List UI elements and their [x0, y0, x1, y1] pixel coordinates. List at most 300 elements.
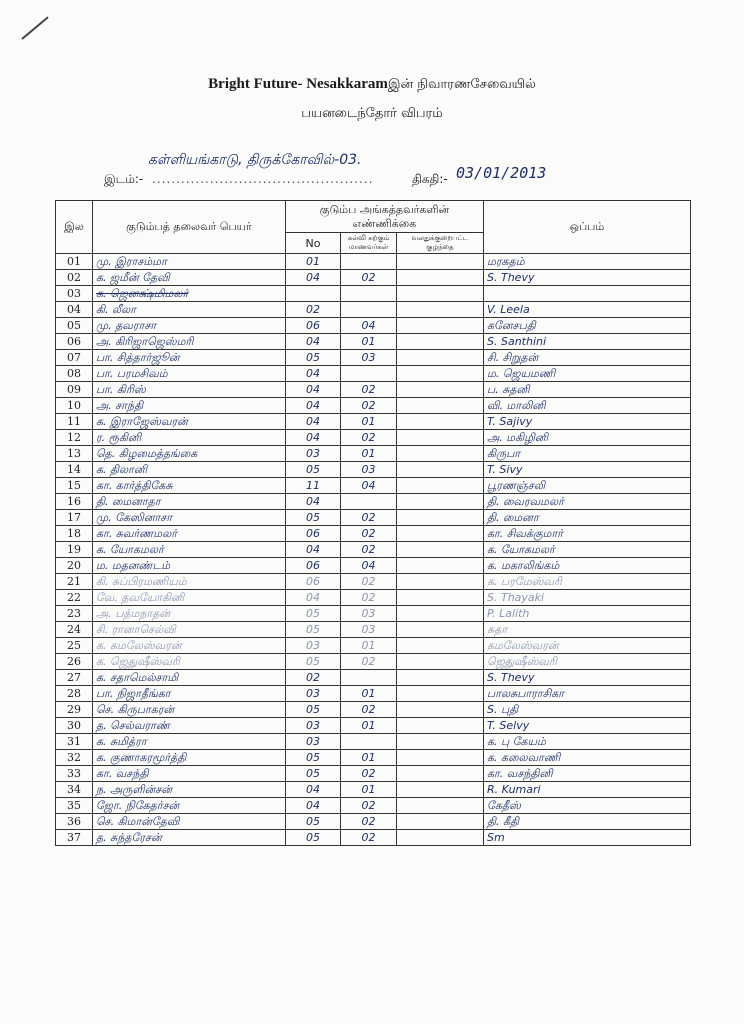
row-member-count	[286, 542, 341, 558]
row-serial-text: 22	[67, 590, 81, 604]
row-signature-text: வி. மாலினி	[487, 398, 546, 412]
row-member-count-text: 06	[306, 558, 320, 572]
row-student-count	[341, 494, 397, 510]
row-signature	[484, 670, 691, 686]
row-serial	[56, 782, 93, 798]
row-student-count-text: 02	[361, 542, 376, 556]
row-disabled-count	[397, 670, 484, 686]
row-signature-text: S. புதி	[487, 702, 519, 716]
table-row	[56, 686, 691, 702]
row-head-name-text: அ. பத்மநாதன்	[96, 606, 171, 620]
row-serial-text: 06	[67, 334, 81, 348]
table-row	[56, 430, 691, 446]
row-serial	[56, 622, 93, 638]
row-signature-text: V. Leela	[487, 302, 530, 316]
row-student-count	[341, 446, 397, 462]
row-head-name-text: க. ஜெதுஷீஸ்வரி	[96, 654, 180, 668]
table-row	[56, 558, 691, 574]
row-signature-text: பூரணஞ்சலி	[487, 478, 546, 492]
row-head-name	[93, 798, 286, 814]
row-head-name-text: மு. இராசம்மா	[96, 254, 167, 268]
row-member-count-text: 05	[306, 702, 320, 716]
row-head-name	[93, 494, 286, 510]
table-row	[56, 782, 691, 798]
row-serial	[56, 446, 93, 462]
row-student-count	[341, 286, 397, 302]
row-disabled-count	[397, 638, 484, 654]
row-head-name	[93, 558, 286, 574]
row-member-count-text: 04	[306, 334, 320, 348]
row-signature	[484, 798, 691, 814]
row-serial-text: 10	[67, 398, 81, 412]
row-head-name-text: கி. சுப்பிரமணியம்	[96, 574, 187, 588]
row-serial	[56, 286, 93, 302]
row-student-count-text: 03	[361, 462, 376, 476]
row-head-name	[93, 366, 286, 382]
row-serial	[56, 638, 93, 654]
row-signature-text: ஜெதுஷீஸ்வரி	[487, 654, 557, 668]
row-serial	[56, 350, 93, 366]
row-student-count	[341, 590, 397, 606]
row-head-name-text: க. சுமித்ரா	[96, 734, 147, 748]
row-signature-text: க. கலைவாணி	[487, 750, 561, 764]
row-disabled-count	[397, 606, 484, 622]
row-head-name-text: மு. தவராசா	[96, 318, 157, 332]
table-row	[56, 446, 691, 462]
row-student-count	[341, 750, 397, 766]
row-head-name-text: க. ஜெனக்ஷ்மிமலர்	[96, 286, 189, 300]
row-head-name	[93, 542, 286, 558]
row-head-name	[93, 302, 286, 318]
row-signature	[484, 814, 691, 830]
row-signature	[484, 558, 691, 574]
table-row	[56, 334, 691, 350]
row-serial-text: 07	[67, 350, 81, 364]
row-signature-text: தி. மைனா	[487, 510, 539, 524]
row-serial	[56, 718, 93, 734]
row-signature-text: சுதா	[487, 622, 508, 636]
row-signature	[484, 286, 691, 302]
row-member-count	[286, 526, 341, 542]
row-member-count-text: 04	[306, 414, 320, 428]
row-student-count	[341, 510, 397, 526]
row-student-count	[341, 270, 397, 286]
row-signature	[484, 830, 691, 846]
table-row	[56, 254, 691, 270]
row-serial	[56, 462, 93, 478]
row-head-name-text: க. திலானி	[96, 462, 148, 476]
row-serial-text: 20	[67, 558, 81, 572]
title-tamil: இன் நிவாரணசேவையில்	[387, 77, 536, 92]
row-serial-text: 03	[67, 286, 81, 300]
row-member-count-text: 05	[306, 654, 320, 668]
row-head-name	[93, 734, 286, 750]
header-members-group: குடும்ப அங்கத்தவர்களின் எண்ணிக்கை	[286, 201, 484, 233]
row-student-count-text: 01	[361, 686, 376, 700]
row-signature-text: பாலசுபாராசிகா	[487, 686, 565, 700]
row-disabled-count	[397, 510, 484, 526]
row-student-count-text: 02	[361, 526, 376, 540]
row-head-name	[93, 702, 286, 718]
row-disabled-count	[397, 382, 484, 398]
place-value: கள்ளியங்காடு, திருக்கோவில்-03.	[148, 152, 362, 168]
row-member-count	[286, 270, 341, 286]
row-member-count-text: 02	[306, 302, 320, 316]
row-signature	[484, 750, 691, 766]
row-signature	[484, 350, 691, 366]
row-serial	[56, 414, 93, 430]
table-row	[56, 622, 691, 638]
table-row	[56, 814, 691, 830]
row-signature-text: கிருபா	[487, 446, 521, 460]
row-student-count	[341, 814, 397, 830]
row-student-count	[341, 414, 397, 430]
row-member-count-text: 04	[306, 494, 320, 508]
row-head-name	[93, 334, 286, 350]
row-member-count-text: 05	[306, 830, 320, 844]
row-head-name-text: பா. கிரிஸ்	[96, 382, 146, 396]
row-head-name	[93, 782, 286, 798]
row-serial-text: 09	[67, 382, 81, 396]
row-member-count-text: 03	[306, 686, 320, 700]
row-signature	[484, 718, 691, 734]
date-value: 03/01/2013	[456, 164, 547, 182]
row-student-count	[341, 462, 397, 478]
row-head-name-text: க. குணாகரமூர்த்தி	[96, 750, 187, 764]
table-row	[56, 270, 691, 286]
row-serial-text: 04	[67, 302, 81, 316]
row-head-name-text: வே. தவயோகினி	[96, 590, 185, 604]
row-serial-text: 15	[67, 478, 81, 492]
row-signature	[484, 526, 691, 542]
row-serial-text: 24	[67, 622, 81, 636]
row-student-count	[341, 686, 397, 702]
row-serial	[56, 510, 93, 526]
row-member-count	[286, 494, 341, 510]
row-signature	[484, 542, 691, 558]
row-signature-text: ப. சுதனி	[487, 382, 530, 396]
row-disabled-count	[397, 478, 484, 494]
row-member-count	[286, 510, 341, 526]
row-serial	[56, 798, 93, 814]
row-serial	[56, 302, 93, 318]
row-signature-text: கா. சிவக்குமார்	[487, 526, 564, 540]
row-disabled-count	[397, 414, 484, 430]
row-head-name	[93, 622, 286, 638]
row-member-count	[286, 702, 341, 718]
row-member-count-text: 04	[306, 430, 320, 444]
row-serial	[56, 670, 93, 686]
row-member-count	[286, 814, 341, 830]
row-signature	[484, 734, 691, 750]
row-head-name	[93, 254, 286, 270]
document-title	[0, 76, 744, 93]
row-head-name-text: க. இராஜேஸ்வரன்	[96, 414, 188, 428]
row-disabled-count	[397, 542, 484, 558]
row-disabled-count	[397, 286, 484, 302]
row-disabled-count	[397, 366, 484, 382]
row-serial-text: 02	[67, 270, 81, 284]
row-head-name	[93, 318, 286, 334]
row-serial-text: 37	[67, 830, 81, 844]
row-signature-text: க. பு கேயம்	[487, 734, 546, 748]
row-disabled-count	[397, 622, 484, 638]
table-row	[56, 286, 691, 302]
row-signature	[484, 430, 691, 446]
row-member-count	[286, 382, 341, 398]
row-head-name-text: தி. மைனாதா	[96, 494, 161, 508]
row-student-count	[341, 382, 397, 398]
row-signature-text: கமலேஸ்வரன்	[487, 638, 559, 652]
table-row	[56, 734, 691, 750]
row-signature	[484, 638, 691, 654]
header-signature: ஒப்பம்	[484, 201, 691, 254]
row-disabled-count	[397, 798, 484, 814]
row-head-name	[93, 430, 286, 446]
row-student-count	[341, 702, 397, 718]
row-member-count	[286, 654, 341, 670]
row-member-count-text: 04	[306, 798, 320, 812]
row-head-name	[93, 718, 286, 734]
row-head-name-text: க. சதாமெல்சாமி	[96, 670, 179, 684]
row-signature	[484, 382, 691, 398]
table-row	[56, 590, 691, 606]
row-disabled-count	[397, 782, 484, 798]
row-head-name	[93, 654, 286, 670]
row-student-count	[341, 782, 397, 798]
row-signature-text: S. Thevy	[487, 270, 535, 284]
place-label: இடம்:-	[104, 172, 144, 186]
row-head-name-text: கி. லீலா	[96, 302, 137, 316]
row-member-count	[286, 366, 341, 382]
row-serial-text: 34	[67, 782, 81, 796]
row-serial-text: 17	[67, 510, 81, 524]
row-signature-text: T. Sajivy	[487, 414, 533, 428]
row-disabled-count	[397, 734, 484, 750]
row-member-count-text: 03	[306, 638, 320, 652]
row-signature-text: கனேசபதி	[487, 318, 536, 332]
row-serial-text: 12	[67, 430, 81, 444]
row-head-name	[93, 670, 286, 686]
table-row	[56, 462, 691, 478]
row-signature	[484, 318, 691, 334]
row-student-count	[341, 350, 397, 366]
row-serial	[56, 814, 93, 830]
row-head-name-text: கா. வசந்தி	[96, 766, 149, 780]
row-head-name-text: தெ. கிழமைத்தங்கை	[96, 446, 198, 460]
header-students: கல்வி கற்கும் மாணவர்கள்	[341, 233, 397, 254]
row-disabled-count	[397, 334, 484, 350]
row-student-count	[341, 622, 397, 638]
row-disabled-count	[397, 526, 484, 542]
row-signature-text: கேதீஸ்	[487, 798, 521, 812]
row-disabled-count	[397, 590, 484, 606]
row-member-count-text: 04	[306, 270, 320, 284]
document-subtitle: பயனடைந்தோர் விபரம்	[301, 106, 443, 121]
row-signature	[484, 702, 691, 718]
row-student-count-text: 02	[361, 798, 376, 812]
table-row	[56, 398, 691, 414]
row-head-name	[93, 462, 286, 478]
row-signature-text: P. Lalith	[487, 606, 530, 620]
row-signature-text: கா. வசந்தினி	[487, 766, 553, 780]
row-serial-text: 25	[67, 638, 81, 652]
row-head-name	[93, 382, 286, 398]
row-student-count-text: 02	[361, 654, 376, 668]
table-row	[56, 414, 691, 430]
row-serial	[56, 478, 93, 494]
row-student-count-text: 04	[361, 478, 376, 492]
header-head-name: குடும்பத் தலைவர் பெயர்	[93, 201, 286, 254]
row-signature	[484, 366, 691, 382]
row-signature-text: அ. மகிழினி	[487, 430, 549, 444]
row-member-count	[286, 782, 341, 798]
row-member-count	[286, 830, 341, 846]
header-disabled: வலதுக்குறைபட்ட குழந்தை	[397, 233, 484, 254]
row-signature	[484, 654, 691, 670]
row-serial-text: 19	[67, 542, 81, 556]
row-member-count-text: 04	[306, 398, 320, 412]
row-disabled-count	[397, 270, 484, 286]
row-disabled-count	[397, 430, 484, 446]
row-head-name	[93, 398, 286, 414]
row-student-count-text: 02	[361, 510, 376, 524]
row-serial-text: 14	[67, 462, 81, 476]
row-head-name-text: பா. சித்தார்ஜூன்	[96, 350, 180, 364]
table-row	[56, 606, 691, 622]
row-head-name-text: மு. கேஸினாசா	[96, 510, 173, 524]
row-disabled-count	[397, 766, 484, 782]
row-disabled-count	[397, 302, 484, 318]
row-head-name-text: அ. சாந்தி	[96, 398, 144, 412]
row-head-name	[93, 526, 286, 542]
row-student-count-text: 03	[361, 622, 376, 636]
row-head-name-text: ர. ரூகினி	[96, 430, 142, 444]
row-head-name-text: செ. கிருபாகரன்	[96, 702, 175, 716]
row-member-count-text: 04	[306, 542, 320, 556]
row-signature-text: தி. கீதி	[487, 814, 520, 828]
row-serial	[56, 606, 93, 622]
row-member-count-text: 05	[306, 766, 320, 780]
table-row	[56, 542, 691, 558]
title-latin: Bright Future- Nesakkaram	[208, 76, 388, 92]
row-member-count-text: 05	[306, 510, 320, 524]
row-serial	[56, 654, 93, 670]
row-signature-text: தி. வைரவமலர்	[487, 494, 564, 508]
table-row	[56, 638, 691, 654]
row-serial	[56, 590, 93, 606]
row-head-name-text: த. செல்வராண்	[96, 718, 170, 732]
row-serial	[56, 430, 93, 446]
row-disabled-count	[397, 446, 484, 462]
row-student-count-text: 02	[361, 814, 376, 828]
row-head-name	[93, 510, 286, 526]
row-student-count	[341, 366, 397, 382]
row-disabled-count	[397, 398, 484, 414]
row-student-count-text: 02	[361, 430, 376, 444]
row-member-count	[286, 606, 341, 622]
row-member-count	[286, 254, 341, 270]
row-disabled-count	[397, 254, 484, 270]
row-disabled-count	[397, 830, 484, 846]
row-head-name-text: கா. சுவர்ணமலர்	[96, 526, 177, 540]
row-serial-text: 29	[67, 702, 81, 716]
row-member-count-text: 03	[306, 446, 320, 460]
row-member-count	[286, 670, 341, 686]
row-member-count-text: 06	[306, 526, 320, 540]
row-student-count	[341, 254, 397, 270]
row-signature	[484, 414, 691, 430]
row-member-count	[286, 798, 341, 814]
row-student-count	[341, 638, 397, 654]
row-signature	[484, 270, 691, 286]
row-student-count	[341, 430, 397, 446]
row-signature-text: Sm	[487, 830, 505, 844]
table-row	[56, 478, 691, 494]
row-serial-text: 11	[67, 414, 81, 428]
table-row	[56, 654, 691, 670]
row-signature	[484, 606, 691, 622]
row-serial-text: 33	[67, 766, 81, 780]
row-member-count	[286, 766, 341, 782]
row-head-name	[93, 574, 286, 590]
row-signature-text: க. யோகமலர்	[487, 542, 555, 556]
header-serial: இல	[56, 201, 93, 254]
row-serial	[56, 382, 93, 398]
row-signature-text: ம. ஜெயமணி	[487, 366, 556, 380]
row-member-count-text: 01	[306, 254, 320, 268]
table-row	[56, 350, 691, 366]
row-head-name	[93, 638, 286, 654]
row-signature	[484, 446, 691, 462]
row-member-count-text: 04	[306, 382, 320, 396]
row-member-count	[286, 414, 341, 430]
table-row	[56, 798, 691, 814]
row-student-count-text: 03	[361, 350, 376, 364]
row-signature	[484, 686, 691, 702]
row-serial	[56, 542, 93, 558]
row-serial-text: 26	[67, 654, 81, 668]
row-serial-text: 21	[67, 574, 81, 588]
row-serial-text: 08	[67, 366, 81, 380]
row-head-name	[93, 350, 286, 366]
row-serial-text: 31	[67, 734, 81, 748]
row-signature-text: S. Thayaki	[487, 590, 545, 604]
row-serial	[56, 494, 93, 510]
row-signature-text: R. Kumari	[487, 782, 541, 796]
date-label: திகதி:-	[412, 172, 448, 186]
row-student-count-text: 02	[361, 382, 376, 396]
row-disabled-count	[397, 750, 484, 766]
row-student-count-text: 02	[361, 574, 376, 588]
row-student-count	[341, 574, 397, 590]
row-signature	[484, 510, 691, 526]
table-row	[56, 830, 691, 846]
row-student-count	[341, 558, 397, 574]
row-student-count	[341, 766, 397, 782]
row-serial-text: 28	[67, 686, 81, 700]
row-member-count-text: 05	[306, 350, 320, 364]
row-signature	[484, 334, 691, 350]
row-student-count-text: 01	[361, 334, 376, 348]
row-member-count	[286, 590, 341, 606]
row-head-name-text: க. கமலேஸ்வரன்	[96, 638, 182, 652]
row-head-name	[93, 270, 286, 286]
row-head-name-text: செ. கிமான்தேவி	[96, 814, 180, 828]
row-head-name-text: கா. கார்த்திகேசு	[96, 478, 173, 492]
row-member-count-text: 06	[306, 318, 320, 332]
row-member-count	[286, 286, 341, 302]
